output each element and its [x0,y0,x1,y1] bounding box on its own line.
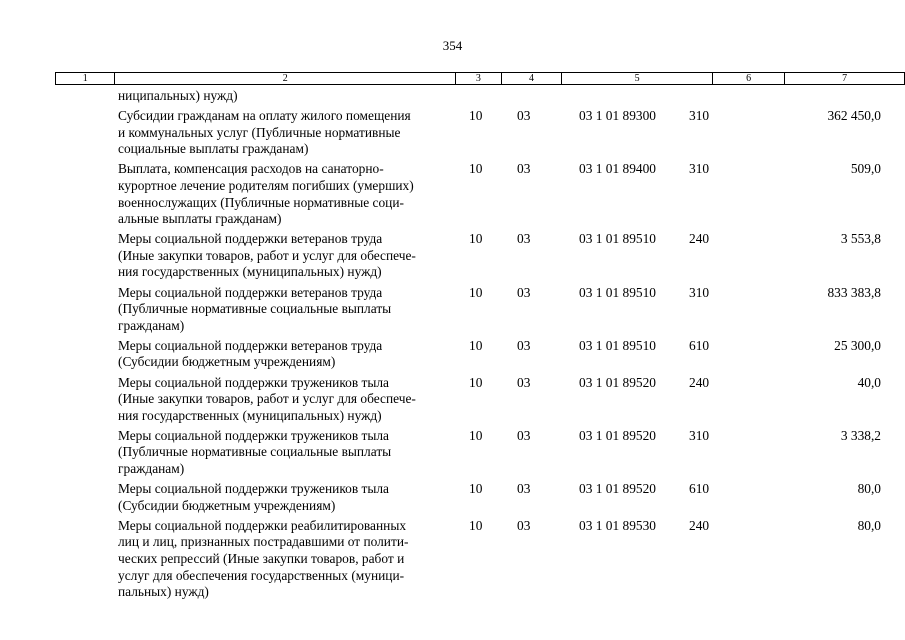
subsection-code: 03 [517,427,531,443]
expense-type-code: 310 [689,427,710,443]
table-row [55,88,881,105]
expense-name-line: (Иные закупки товаров, работ и услуг для обеспече- [118,391,416,407]
subsection-code: 03 [517,517,531,533]
expense-type-code: 310 [689,161,710,177]
table-row [55,108,881,158]
expense-name-line: социальные выплаты гражданам) [118,141,309,157]
amount-value: 25 300,0 [834,337,881,353]
expense-name-line: (Публичные нормативные социальные выплаты [118,301,392,317]
expense-type-code: 240 [689,517,710,533]
target-article-code: 03 1 01 89300 [579,108,656,124]
column-header-row [56,73,905,85]
column-header-4: 4 [501,73,561,85]
amount-value: 80,0 [857,481,881,497]
expense-name [118,108,461,158]
amount-value: 3 553,8 [840,231,881,247]
amount-value: 40,0 [857,374,881,390]
section-code: 10 [469,337,483,353]
expense-type-code: 310 [689,284,710,300]
table-row [55,481,881,514]
expense-type-code: 310 [689,108,710,124]
expense-name [118,88,461,105]
expense-name-line: лиц и лиц, признанных пострадавшими от полити- [118,534,409,550]
column-header-1: 1 [56,73,115,85]
expense-name-line: пальных) нужд) [118,584,209,600]
column-header-2: 2 [115,73,455,85]
target-article-code: 03 1 01 89520 [579,427,656,443]
expense-name-line: услуг для обеспечения государственных (муници- [118,567,405,583]
expense-name-line: (Иные закупки товаров, работ и услуг для обеспече- [118,247,416,263]
expense-name-line: Меры социальной поддержки тружеников тыла [118,427,389,443]
expense-name [118,375,461,425]
column-header-table [55,72,905,85]
table-row [55,375,881,425]
subsection-code: 03 [517,284,531,300]
expense-name-line: ниципальных) нужд) [118,88,238,103]
subsection-code: 03 [517,337,531,353]
expense-name [118,231,461,281]
expense-name-line: (Субсидии бюджетным учреждениям) [118,497,336,513]
section-code: 10 [469,161,483,177]
page-number: 354 [442,38,463,53]
target-article-code: 03 1 01 89510 [579,337,656,353]
section-code: 10 [469,284,483,300]
table-row [55,338,881,371]
expense-name-line: Выплата, компенсация расходов на санаторно- [118,161,384,177]
expense-name-line: Меры социальной поддержки тружеников тыла [118,374,389,390]
expense-name-line: гражданам) [118,317,185,333]
expense-name-line: военнослужащих (Публичные нормативные соци- [118,194,404,210]
expense-name-line: ния государственных (муниципальных) нужд) [118,264,382,280]
subsection-code: 03 [517,108,531,124]
amount-value: 3 338,2 [840,427,881,443]
subsection-code: 03 [517,481,531,497]
amount-value: 362 450,0 [827,108,881,124]
section-code: 10 [469,517,483,533]
column-header-3: 3 [455,73,501,85]
target-article-code: 03 1 01 89510 [579,284,656,300]
section-code: 10 [469,374,483,390]
amount-value: 509,0 [850,161,881,177]
subsection-code: 03 [517,231,531,247]
table-row [55,161,881,227]
amount-value: 80,0 [857,517,881,533]
expense-name-line: альные выплаты гражданам) [118,211,282,227]
expense-name-line: гражданам) [118,460,185,476]
target-article-code: 03 1 01 89520 [579,481,656,497]
expense-name-line: курортное лечение родителям погибших (умерших) [118,177,414,193]
expense-name [118,338,461,371]
table-row [55,285,881,335]
expense-name-line: Меры социальной поддержки ветеранов труда [118,284,383,300]
subsection-code: 03 [517,161,531,177]
column-header-7: 7 [785,73,905,85]
subsection-code: 03 [517,374,531,390]
section-code: 10 [469,231,483,247]
expense-name [118,285,461,335]
expense-name-line: Меры социальной поддержки ветеранов труда [118,337,383,353]
expense-name-line: (Субсидии бюджетным учреждениям) [118,354,336,370]
amount-value: 833 383,8 [827,284,881,300]
table-row [55,428,881,478]
section-code: 10 [469,427,483,443]
column-header-6: 6 [713,73,785,85]
expense-name [118,481,461,514]
section-code: 10 [469,108,483,124]
target-article-code: 03 1 01 89400 [579,161,656,177]
expense-name [118,518,461,601]
budget-table-body [55,88,881,604]
expense-type-code: 610 [689,481,710,497]
target-article-code: 03 1 01 89530 [579,517,656,533]
expense-name-line: Меры социальной поддержки тружеников тыла [118,481,389,497]
section-code: 10 [469,481,483,497]
table-row [55,231,881,281]
expense-name-line: и коммунальных услуг (Публичные нормативные [118,124,401,140]
expense-name-line: Меры социальной поддержки ветеранов труда [118,231,383,247]
column-header-5: 5 [562,73,713,85]
target-article-code: 03 1 01 89520 [579,374,656,390]
expense-name [118,428,461,478]
expense-name-line: Меры социальной поддержки реабилитированных [118,517,407,533]
expense-name-line: ческих репрессий (Иные закупки товаров, работ и [118,550,405,566]
expense-type-code: 610 [689,337,710,353]
expense-type-code: 240 [689,231,710,247]
expense-type-code: 240 [689,374,710,390]
expense-name [118,161,461,227]
expense-name-line: Субсидии гражданам на оплату жилого помещения [118,108,411,124]
expense-name-line: ния государственных (муниципальных) нужд) [118,407,382,423]
target-article-code: 03 1 01 89510 [579,231,656,247]
expense-name-line: (Публичные нормативные социальные выплаты [118,444,392,460]
table-row [55,518,881,601]
